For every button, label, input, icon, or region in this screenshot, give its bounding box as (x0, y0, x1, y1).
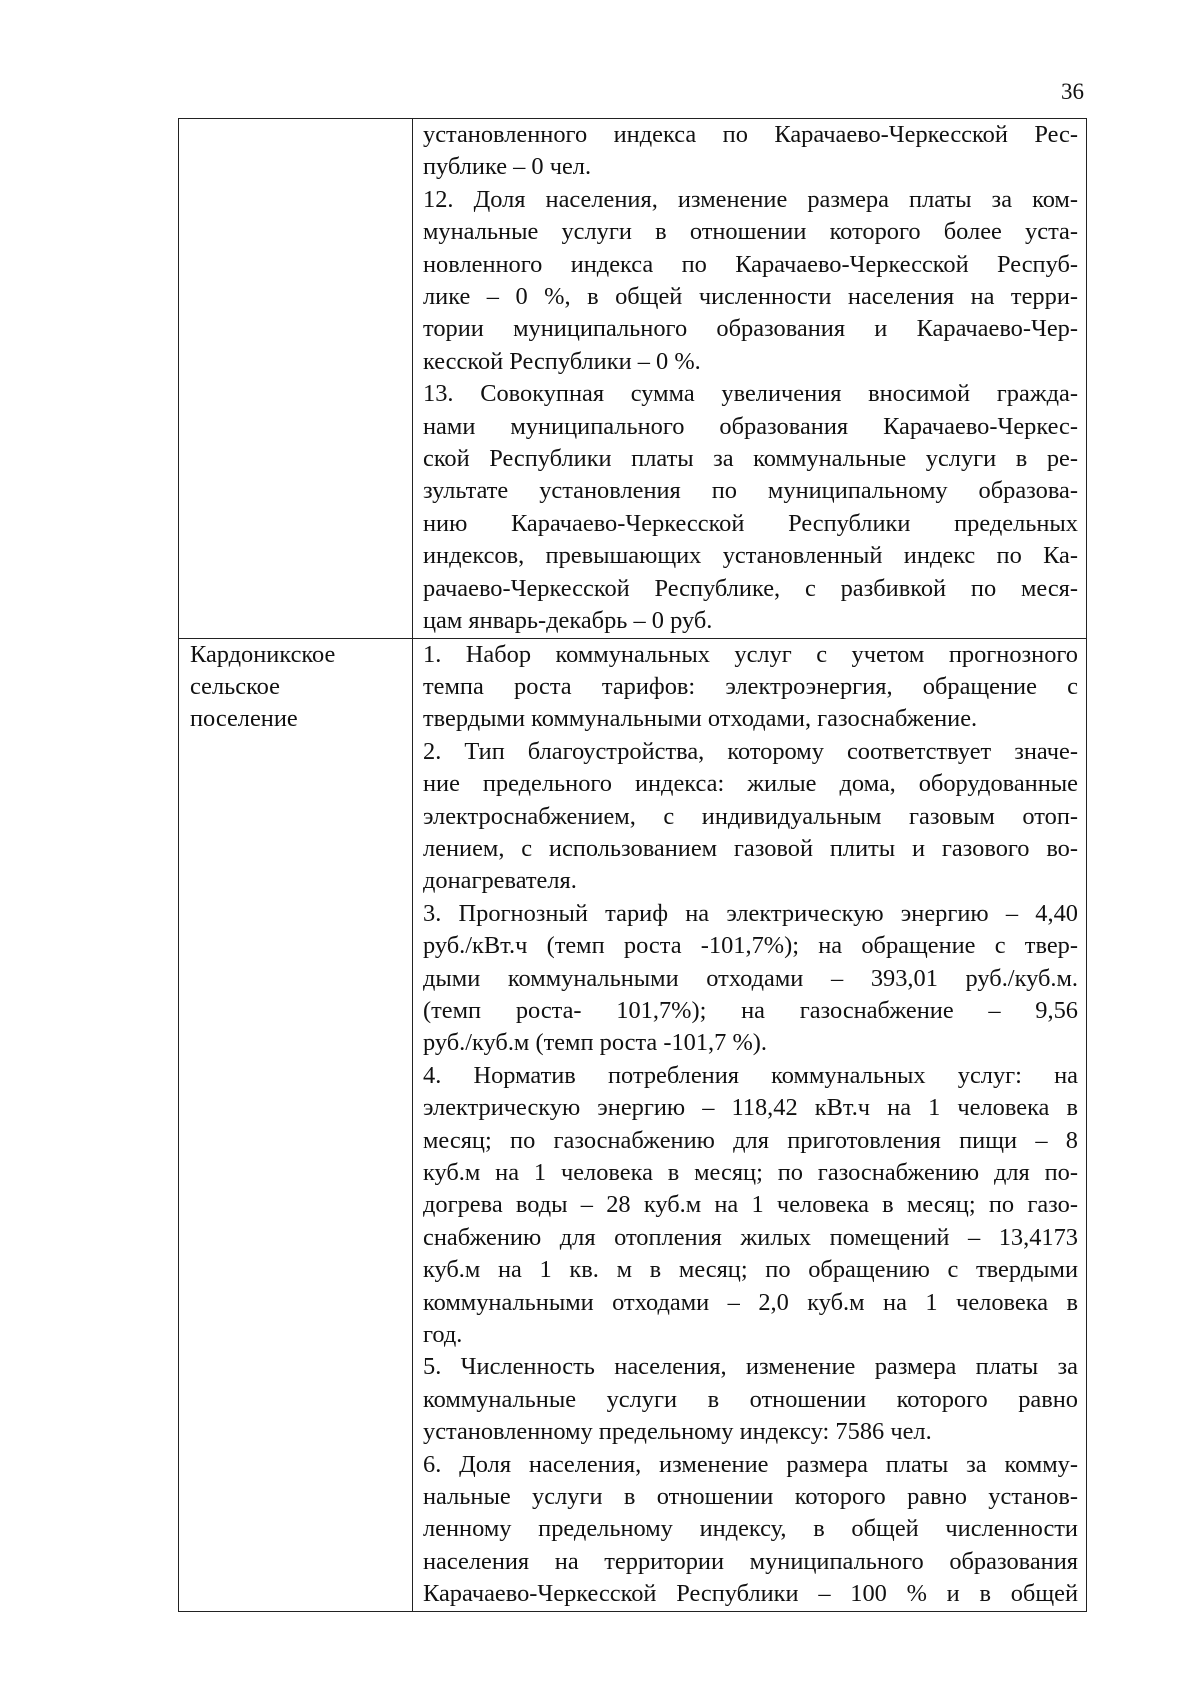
table-row (179, 638, 1087, 1611)
indicator-text-line: новленного индекса по Карачаево-Черкесской Респуб- (423, 250, 1078, 278)
indicator-text-line: (темп роста- 101,7%); на газоснабжение – 9,56 (423, 996, 1078, 1024)
indicator-text-line: снабжению для отопления жилых помещений – 13,4173 (423, 1223, 1078, 1251)
indicator-text-line: установленному предельному индексу: 7586 чел. (423, 1418, 932, 1446)
indicator-text-line: лением, с использованием газовой плиты и газового во- (423, 834, 1078, 862)
indicator-text-line: куб.м на 1 кв. м в месяц; по обращению с твердыми (423, 1256, 1078, 1284)
indicator-text-line: 5. Численность населения, изменение размера платы за (423, 1353, 1078, 1381)
settlement-name-cell (179, 119, 413, 639)
indicator-text-line: руб./куб.м (темп роста -101,7 %). (423, 1029, 767, 1057)
indicator-text-line: коммунальные услуги в отношении которого равно (423, 1385, 1078, 1413)
page-number: 36 (1061, 79, 1084, 104)
indicator-text-line: нию Карачаево-Черкесской Республики предельных (423, 509, 1078, 537)
indicator-text-line: нальные услуги в отношении которого равно установ- (423, 1483, 1078, 1511)
indicator-text-line: ние предельного индекса: жилые дома, оборудованные (423, 770, 1078, 798)
indicator-text-line: зультате установления по муниципальному образова- (423, 477, 1078, 505)
indicator-text-line: рачаево-Черкесской Республике, с разбивкой по меся- (423, 574, 1078, 602)
indicator-text-line: мунальные услуги в отношении которого более уста- (423, 218, 1078, 246)
indicator-text-line: дыми коммунальными отходами – 393,01 руб./куб.м. (423, 964, 1078, 992)
indicator-text-line: тории муниципального образования и Карачаево-Чер- (423, 315, 1078, 343)
indicator-text-line: 13. Совокупная сумма увеличения вносимой гражда- (423, 380, 1078, 408)
indicator-text-line: лике – 0 %, в общей численности населения на терри- (423, 283, 1078, 311)
indicator-text-line: индексов, превышающих установленный индекс по Ка- (423, 542, 1078, 570)
indicator-text-line: кесской Республики – 0 %. (423, 347, 701, 375)
settlement-name-line: сельское (190, 672, 280, 700)
indicator-text-line: установленного индекса по Карачаево-Черкесской Рес- (423, 121, 1078, 148)
indicator-text-line: коммунальными отходами – 2,0 куб.м на 1 человека в (423, 1288, 1078, 1316)
indicator-text-line: нами муниципального образования Карачаево-Черкес- (423, 412, 1078, 440)
indicator-text-line: 12. Доля населения, изменение размера платы за ком- (423, 185, 1078, 213)
indicator-text-line: 2. Тип благоустройства, которому соответствует значе- (423, 737, 1078, 765)
indicator-text-line: публике – 0 чел. (423, 153, 592, 181)
indicator-text-line: ленному предельному индексу, в общей численности (423, 1515, 1078, 1543)
indicator-text-line: твердыми коммунальными отходами, газоснабжение. (423, 705, 978, 733)
indicator-text-line: 3. Прогнозный тариф на электрическую энергию – 4,40 (423, 899, 1078, 927)
table-row (179, 119, 1087, 639)
indicator-text-line: 6. Доля населения, изменение размера платы за комму- (423, 1450, 1078, 1478)
indicator-text-line: темпа роста тарифов: электроэнергия, обращение с (423, 672, 1078, 700)
settlement-name-cell (179, 638, 413, 1611)
indicator-text-line: электроснабжением, с индивидуальным газовым отоп- (423, 802, 1078, 830)
indicator-text-line: догрева воды – 28 куб.м на 1 человека в месяц; по газо- (423, 1191, 1078, 1219)
indicator-text-line: электрическую энергию – 118,42 кВт.ч на 1 человека в (423, 1094, 1078, 1122)
indicator-text-line: 1. Набор коммунальных услуг с учетом прогнозного (423, 640, 1078, 668)
indicator-text-line: населения на территории муниципального образования (423, 1547, 1078, 1575)
settlement-name-line: Кардоникское (190, 640, 336, 668)
indicator-text-line: руб./кВт.ч (темп роста -101,7%); на обращение с твер- (423, 932, 1078, 960)
indicators-cell (413, 119, 1087, 639)
indicator-text-line: месяц; по газоснабжению для приготовления пищи – 8 (423, 1126, 1078, 1154)
indicator-text-line: куб.м на 1 человека в месяц; по газоснабжению для по- (423, 1159, 1078, 1186)
indicator-text-line: 4. Норматив потребления коммунальных услуг: на (423, 1061, 1078, 1089)
indicator-text-line: ской Республики платы за коммунальные услуги в ре- (423, 445, 1078, 473)
indicator-text-line: Карачаево-Черкесской Республики – 100 % и в общей (423, 1580, 1078, 1608)
indicators-cell (413, 638, 1087, 1611)
indicator-text-line: год. (423, 1321, 463, 1349)
indicator-text-line: цам январь-декабрь – 0 руб. (423, 607, 713, 635)
settlement-name-line: поселение (190, 705, 298, 733)
indicator-text-line: донагревателя. (423, 867, 577, 895)
document-table (178, 118, 1087, 1612)
